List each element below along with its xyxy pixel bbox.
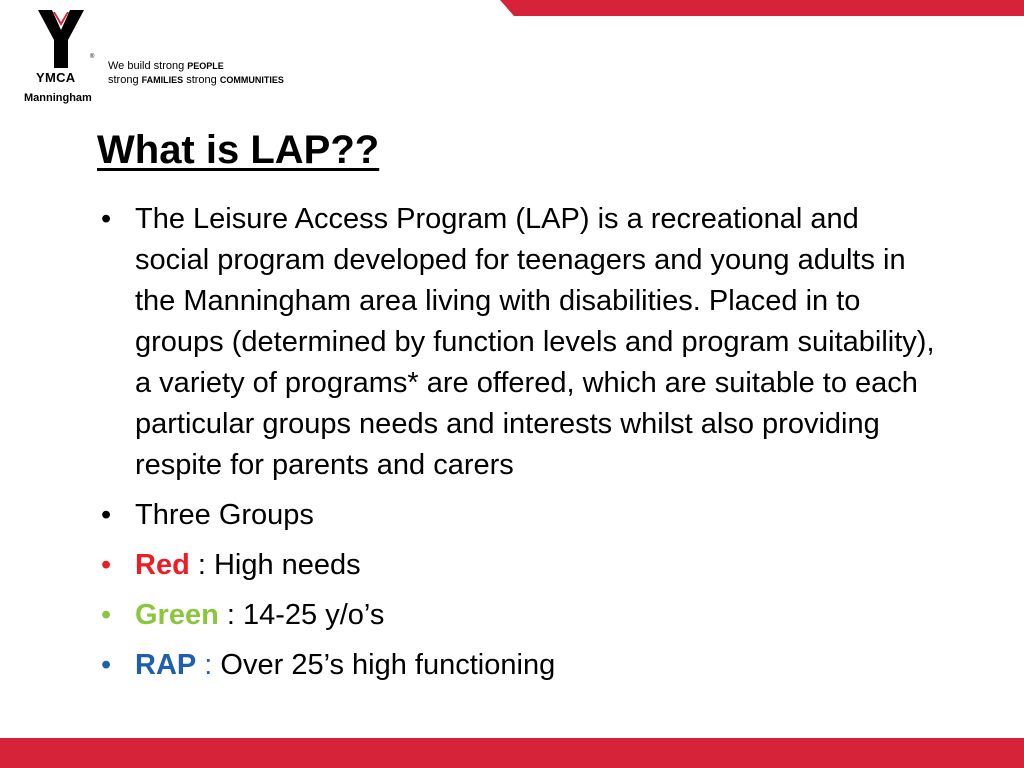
groups-heading: Three Groups <box>135 499 314 531</box>
ymca-logo <box>22 10 112 106</box>
group-name-green: Green <box>135 599 219 631</box>
bullet-three-groups <box>97 495 937 536</box>
group-desc-rap: Over 25’s high functioning <box>212 649 556 681</box>
bullet-icon: • <box>101 549 112 581</box>
tagline <box>108 59 284 87</box>
bullet-icon: • <box>101 599 112 631</box>
group-sep-rap: : <box>196 649 213 681</box>
bullet-list <box>97 199 937 695</box>
y-logo-icon <box>36 10 86 68</box>
bullet-group-rap <box>97 645 937 686</box>
description-text: The Leisure Access Program (LAP) is a recreational and social program developed for teenagers and young adults in the Manningham area living with disabilities. Placed in to groups (determined by function levels and program suitability), a variety of programs* are offered, which are suitable to each particular groups needs and interests whilst also providing respite for parents and carers <box>135 203 935 481</box>
bottom-red-band <box>0 738 1024 768</box>
group-desc-red: : High needs <box>189 549 361 581</box>
group-name-rap: RAP <box>135 649 197 681</box>
bullet-icon: • <box>101 203 112 235</box>
bullet-group-red <box>97 545 937 586</box>
top-red-stripe <box>500 0 1024 16</box>
tagline-line-1: We build strong PEOPLE <box>108 60 224 72</box>
registered-mark: ® <box>90 54 95 60</box>
bullet-icon: • <box>101 649 112 681</box>
logo-text: YMCA <box>36 70 76 85</box>
bullet-icon: • <box>101 499 112 531</box>
group-name-red: Red <box>135 549 190 581</box>
bullet-group-green <box>97 595 937 636</box>
bullet-description <box>97 199 937 486</box>
tagline-line-2: strong FAMILIES strong COMMUNITIES <box>108 74 284 86</box>
branch-name: Manningham <box>24 92 92 104</box>
group-desc-green: : 14-25 y/o’s <box>218 599 385 631</box>
slide-title: What is LAP?? <box>97 128 380 172</box>
